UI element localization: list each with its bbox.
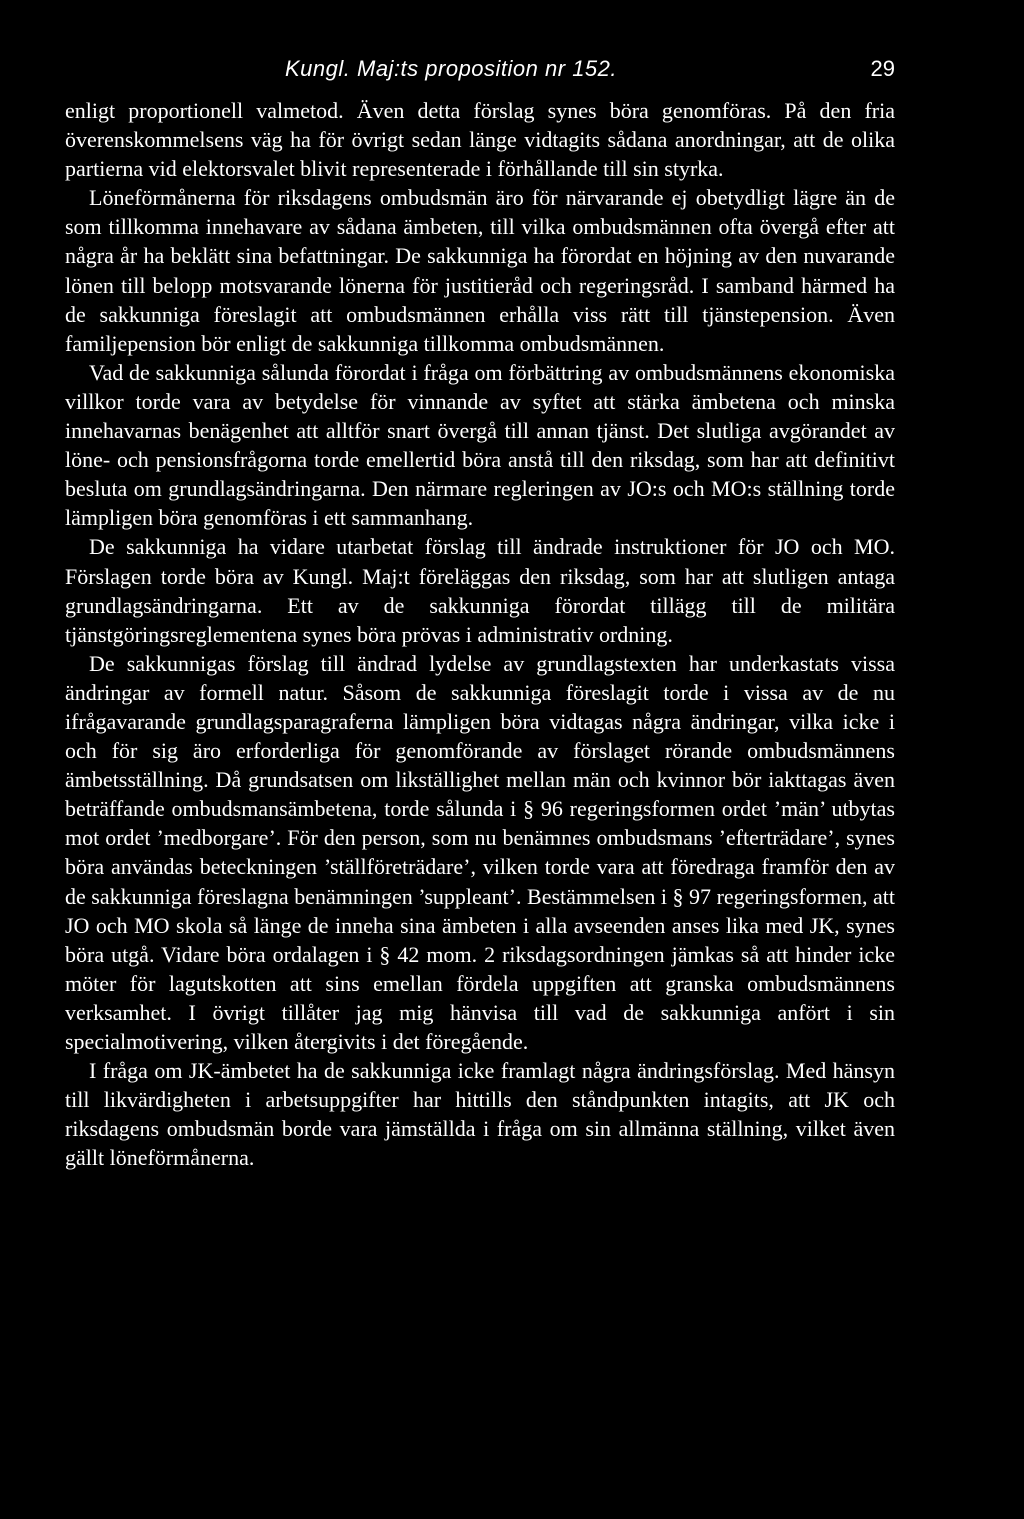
running-title: Kungl. Maj:ts proposition nr 152.: [285, 56, 618, 81]
document-page: [65, 56, 895, 1172]
paragraph-jk-office: I fråga om JK-ämbetet ha de sakkunniga icke framlagt några ändringsförslag. Med hänsyn till likvärdigheten i arbetsuppgifter har hittills den ståndpunkten intagits, att JK och riksdagens ombudsmän borde vara jämställda i fråga om sin allmänna ställning, vilket även gällt löneförmånerna.: [65, 1058, 895, 1171]
paragraph-economic-conditions: Vad de sakkunniga sålunda förordat i fråga om förbättring av ombudsmännens ekonomiska villkor torde vara av betydelse för vinnande av syftet att stärka ämbetena och minska innehavarnas benägenhet att alltför snart övergå till annan tjänst. Det slutliga avgörandet av löne- och pensionsfrågorna torde emellertid böra anstå till den riksdag, som har att definitivt besluta om grundlagsändringarna. Den närmare regleringen av JO:s och MO:s ställning torde lämpligen böra genomföras i ett sammanhang.: [65, 359, 895, 531]
paragraph-salary-benefits: Löneförmånerna för riksdagens ombudsmän äro för närvarande ej obetydligt lägre än de som tillkomma innehavare av sådana ämbeten, till vilka ombudsmännen ofta övergå efter att några år ha beklätt sina befattningar. De sakkunniga ha förordat en höjning av den nuvarande lönen till belopp motsvarande lönerna för justitieråd och regeringsråd. I samband härmed ha de sakkunniga föreslagit att ombudsmännen erhålla viss rätt till tjänstepension. Även familjepension bör enligt de sakkunniga tillkomma ombudsmännen.: [65, 185, 895, 356]
paragraph-constitutional-text: De sakkunnigas förslag till ändrad lydelse av grundlagstexten har underkastats vissa ändringar av formell natur. Såsom de sakkunniga föreslagit torde i vissa av de nu ifrågavarande grundlagsparagraferna lämpligen böra vidtagas några ändringar, vilka icke i och för sig äro erforderliga för genomförande av förslaget rörande ombudsmännens ämbetsställning. Då grundsatsen om likställighet mellan män och kvinnor bör iakttagas även beträffande ombudsmansämbetena, torde sålunda i § 96 regeringsformen ordet ’män’ utbytas mot ordet ’medborgare’. För den person, som nu benämnes ombudsmans ’efterträdare’, synes böra användas beteckningen ’ställföreträdare’, vilken torde vara att föredraga framför den av de sakkunniga föreslagna benämningen ’suppleant’. Bestämmelsen i § 97 regeringsformen, att JO och MO skola så länge de inneha sina ämbeten i alla avseenden anses lika med JK, synes böra utgå. Vidare böra ordalagen i § 42 mom. 2 riksdagsordningen jämkas så att hinder icke möter för lagutskotten att sins emellan fördela uppgiften att granska ombudsmännens verksamhet. I övrigt tillåter jag mig hänvisa till vad de sakkunniga anfört i sin specialmotivering, vilken återgivits i det föregående.: [65, 650, 895, 1054]
body-text: [65, 96, 895, 1172]
page-number: 29: [870, 56, 895, 81]
paragraph-continuation: enligt proportionell valmetod. Även detta förslag synes böra genomföras. På den fria överenskommelsens väg ha för övrigt sedan länge vidtagits sådana anordningar, att de olika partierna vid elektorsvalet blivit representerade i förhållande till sin styrka.: [65, 98, 895, 182]
running-header: [65, 56, 895, 96]
paragraph-instructions: De sakkunniga ha vidare utarbetat förslag till ändrade instruktioner för JO och MO. Förslagen torde böra av Kungl. Maj:t föreläggas den riksdag, som har att slutligen antaga grundlagsändringarna. Ett av de sakkunniga förordat tillägg till de militära tjänstgöringsreglementena synes böra prövas i administrativ ordning.: [65, 534, 895, 647]
